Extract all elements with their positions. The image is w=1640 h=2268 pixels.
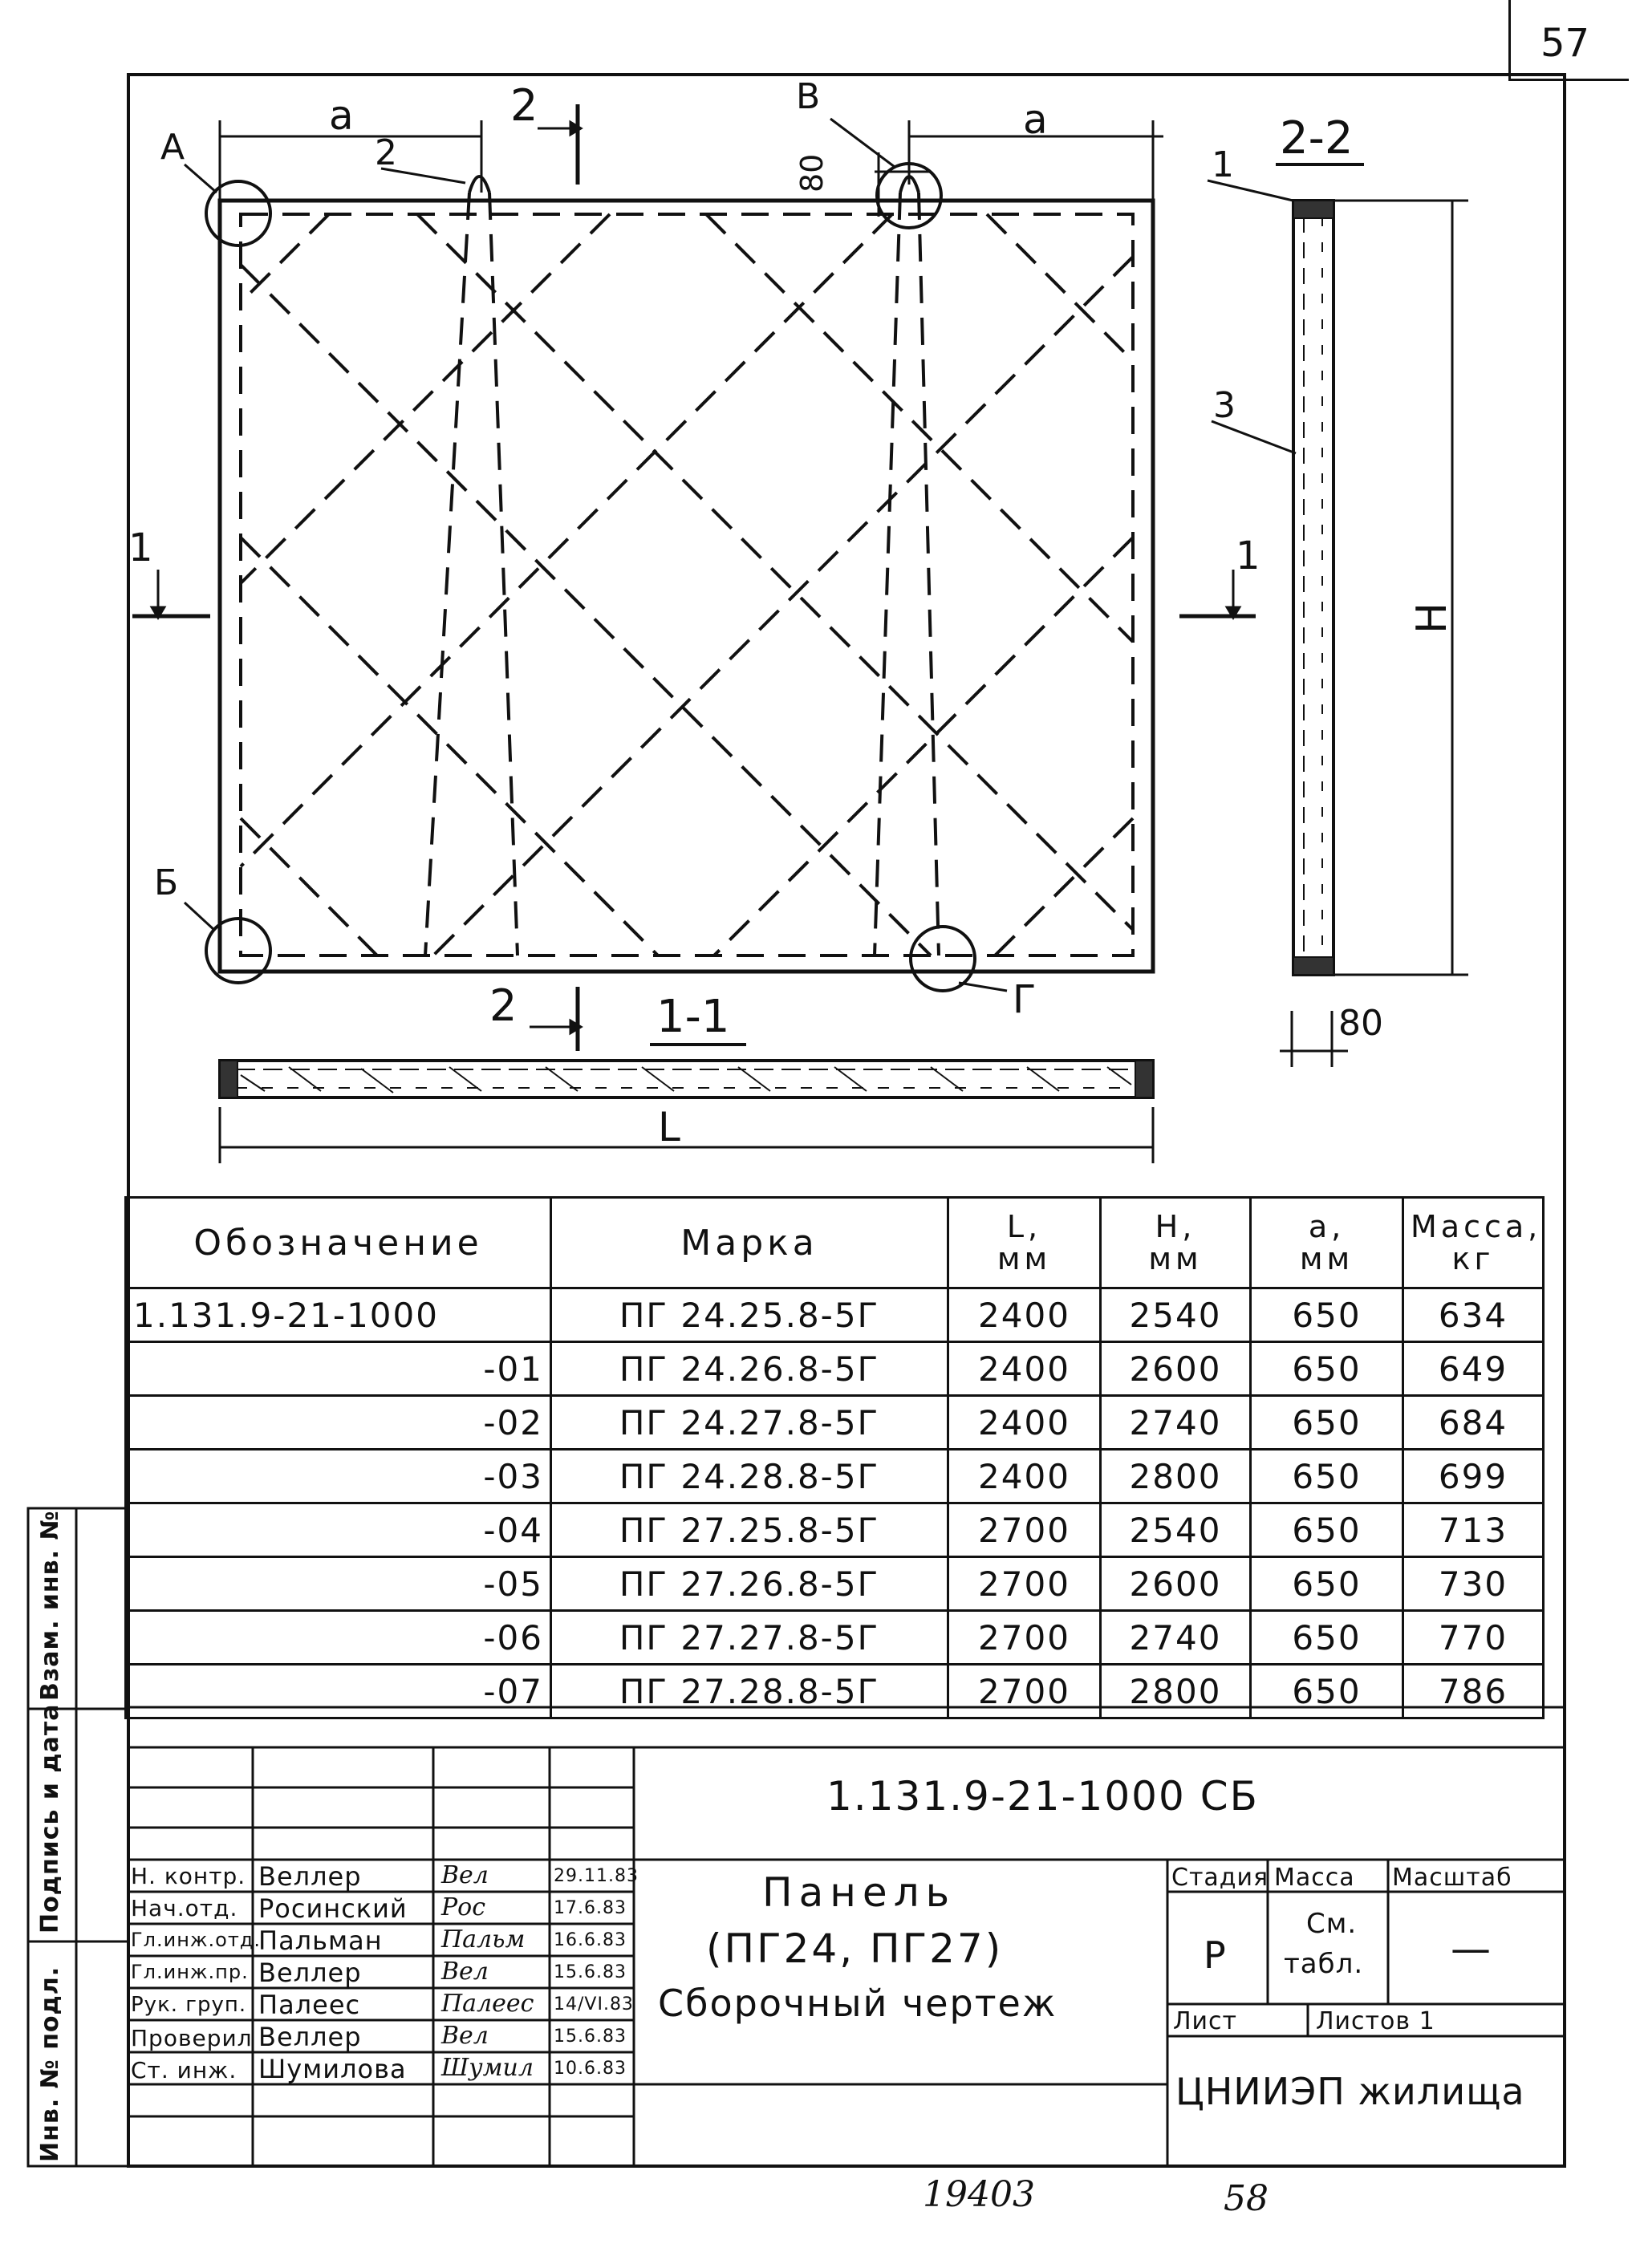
staff-signature: Пальм: [441, 1925, 526, 1954]
header-designation: Обозначение: [126, 1198, 551, 1288]
organization-name: ЦНИИЭП жилища: [1175, 2070, 1525, 2113]
archive-number: 19403: [923, 2174, 1035, 2215]
staff-role: Гл.инж.пр.: [131, 1961, 249, 1983]
cell-L: 2400: [948, 1288, 1101, 1342]
header-L: [948, 1198, 1101, 1288]
cell-designation: -04: [126, 1503, 551, 1557]
page-bottom-number: 58: [1224, 2178, 1269, 2219]
section-2-2-view: [1276, 164, 1364, 975]
document-code: 1.131.9-21-1000 СБ: [826, 1773, 1259, 1820]
cell-mark: ПГ 27.25.8-5Г: [551, 1503, 948, 1557]
cell-L: 2400: [948, 1450, 1101, 1503]
cell-designation: -05: [126, 1557, 551, 1611]
section-1-left-label: 1: [128, 525, 153, 570]
callout-B-label: Б: [154, 862, 179, 903]
stage-value: Р: [1204, 1933, 1227, 1977]
cell-mass: 699: [1403, 1450, 1544, 1503]
header-mass-unit: кг: [1451, 1241, 1495, 1276]
cell-mark: ПГ 27.28.8-5Г: [551, 1665, 948, 1718]
spec-table-header: [126, 1198, 1544, 1288]
staff-name: Росинский: [258, 1893, 408, 1924]
cell-H: 2800: [1101, 1450, 1251, 1503]
cell-H: 2740: [1101, 1611, 1251, 1665]
staff-role: Проверил: [131, 2025, 253, 2051]
cell-mass: 634: [1403, 1288, 1544, 1342]
cell-L: 2700: [948, 1557, 1101, 1611]
cell-H: 2600: [1101, 1342, 1251, 1396]
staff-role: Ст. инж.: [131, 2057, 237, 2083]
staff-name: Палеес: [258, 1990, 361, 2020]
cell-designation: -06: [126, 1611, 551, 1665]
cell-L: 2700: [948, 1611, 1101, 1665]
staff-signature: Вел: [441, 1958, 489, 1986]
staff-role: Рук. груп.: [131, 1993, 247, 2017]
staff-role: Гл.инж.отд.: [131, 1929, 262, 1951]
dim-a-left: a: [329, 92, 354, 139]
header-L-unit: мм: [997, 1241, 1052, 1276]
cell-designation: 1.131.9-21-1000: [126, 1288, 551, 1342]
cell-a: 650: [1251, 1396, 1403, 1450]
staff-date: 15.6.83: [554, 2027, 627, 2047]
dim-80-top: 80: [794, 153, 830, 193]
staff-name: Веллер: [258, 2022, 362, 2052]
staff-date: 14/VI.83: [554, 1994, 634, 2014]
dim-80-bottom: 80: [1338, 1003, 1383, 1044]
table-row: [126, 1396, 1544, 1450]
header-a: [1251, 1198, 1403, 1288]
section-2-top-label: 2: [510, 80, 538, 131]
staff-date: 10.6.83: [554, 2059, 627, 2079]
header-H-unit: мм: [1148, 1241, 1203, 1276]
staff-signature: Вел: [441, 2022, 489, 2050]
table-row: [126, 1342, 1544, 1396]
cell-mark: ПГ 24.25.8-5Г: [551, 1288, 948, 1342]
staff-name: Шумилова: [258, 2054, 407, 2084]
mass-value-1: См.: [1306, 1908, 1358, 1940]
cell-designation: -02: [126, 1396, 551, 1450]
position-2-label: 2: [375, 132, 397, 173]
specification-table: [124, 1196, 1545, 1719]
page-number: 57: [1541, 21, 1590, 66]
cell-H: 2540: [1101, 1288, 1251, 1342]
cell-a: 650: [1251, 1503, 1403, 1557]
header-H: [1101, 1198, 1251, 1288]
cell-a: 650: [1251, 1342, 1403, 1396]
staff-date: 29.11.83: [554, 1866, 639, 1886]
staff-signature: Шумил: [441, 2054, 534, 2082]
title-line-2: (ПГ24, ПГ27): [706, 1925, 1004, 1972]
cell-mass: 786: [1403, 1665, 1544, 1718]
cell-mass: 713: [1403, 1503, 1544, 1557]
section-1-1-view: [220, 1045, 1153, 1097]
cell-a: 650: [1251, 1288, 1403, 1342]
header-a-unit: мм: [1299, 1241, 1354, 1276]
section-markers: [132, 104, 1256, 1051]
cell-mark: ПГ 24.26.8-5Г: [551, 1342, 948, 1396]
section-1-1-title: 1-1: [656, 991, 730, 1043]
cell-mark: ПГ 27.27.8-5Г: [551, 1611, 948, 1665]
cell-designation: -07: [126, 1665, 551, 1718]
staff-name: Веллер: [258, 1861, 362, 1892]
staff-date: 17.6.83: [554, 1898, 627, 1918]
position-3-label: 3: [1213, 385, 1236, 426]
callout-V-label: В: [796, 76, 821, 117]
cell-a: 650: [1251, 1557, 1403, 1611]
dim-H-label: Н: [1408, 602, 1456, 634]
cell-L: 2700: [948, 1503, 1101, 1557]
cell-mass: 730: [1403, 1557, 1544, 1611]
cell-H: 2600: [1101, 1557, 1251, 1611]
table-row: [126, 1450, 1544, 1503]
table-row: [126, 1611, 1544, 1665]
scale-label: Масштаб: [1392, 1864, 1512, 1892]
section-2-bottom-label: 2: [489, 980, 518, 1031]
cell-a: 650: [1251, 1450, 1403, 1503]
table-row: [126, 1557, 1544, 1611]
staff-name: Пальман: [258, 1925, 383, 1956]
title-line-3: Сборочный чертеж: [658, 1982, 1057, 2025]
position-1-label: 1: [1212, 144, 1234, 185]
title-line-1: Панель: [762, 1869, 956, 1916]
callout-G-label: Г: [1013, 977, 1037, 1022]
section-2-2-title: 2-2: [1280, 112, 1354, 164]
header-mass: [1403, 1198, 1544, 1288]
cell-L: 2700: [948, 1665, 1101, 1718]
header-L-label: L,: [1006, 1209, 1042, 1244]
cell-H: 2800: [1101, 1665, 1251, 1718]
sheet-frame: [128, 75, 1565, 2166]
sheets-label: Листов 1: [1316, 2007, 1435, 2035]
cell-designation: -01: [126, 1342, 551, 1396]
cell-a: 650: [1251, 1611, 1403, 1665]
dim-L-label: L: [658, 1104, 680, 1150]
sheet-label: Лист: [1173, 2007, 1238, 2035]
staff-name: Веллер: [258, 1958, 362, 1988]
header-a-label: a,: [1308, 1209, 1346, 1244]
cell-mass: 684: [1403, 1396, 1544, 1450]
cell-mark: ПГ 24.27.8-5Г: [551, 1396, 948, 1450]
cell-mass: 770: [1403, 1611, 1544, 1665]
staff-signature: Палеес: [441, 1990, 534, 2018]
stage-label: Стадия: [1171, 1864, 1269, 1892]
cell-mark: ПГ 24.28.8-5Г: [551, 1450, 948, 1503]
side-stamp-podpis-data: Подпись и дата: [36, 1703, 64, 1933]
staff-date: 15.6.83: [554, 1962, 627, 1982]
scale-value: —: [1451, 1925, 1492, 1972]
cell-H: 2540: [1101, 1503, 1251, 1557]
cell-mass: 649: [1403, 1342, 1544, 1396]
table-row: [126, 1503, 1544, 1557]
header-mark: Марка: [551, 1198, 948, 1288]
staff-signature: Рос: [441, 1893, 486, 1921]
header-mass-label: Масса,: [1411, 1209, 1542, 1244]
mass-label: Масса: [1274, 1864, 1355, 1892]
section-1-right-label: 1: [1236, 534, 1260, 578]
panel-front-view: [206, 164, 1153, 991]
cell-H: 2740: [1101, 1396, 1251, 1450]
dim-a-right: a: [1023, 96, 1048, 143]
staff-role: Нач.отд.: [131, 1895, 238, 1921]
table-row: [126, 1665, 1544, 1718]
cell-mark: ПГ 27.26.8-5Г: [551, 1557, 948, 1611]
staff-role: Н. контр.: [131, 1863, 246, 1889]
cell-L: 2400: [948, 1342, 1101, 1396]
cell-L: 2400: [948, 1396, 1101, 1450]
side-stamp-inv-podl: Инв. № подл.: [36, 1966, 64, 2162]
header-H-label: H,: [1155, 1209, 1196, 1244]
cell-designation: -03: [126, 1450, 551, 1503]
side-stamp-vzam-inv: Взам. инв. №: [36, 1510, 64, 1701]
cell-a: 650: [1251, 1665, 1403, 1718]
staff-signature: Вел: [441, 1861, 489, 1889]
table-row: [126, 1288, 1544, 1342]
mass-value-2: табл.: [1284, 1948, 1364, 1980]
staff-date: 16.6.83: [554, 1930, 627, 1950]
callout-A-label: А: [160, 127, 185, 168]
